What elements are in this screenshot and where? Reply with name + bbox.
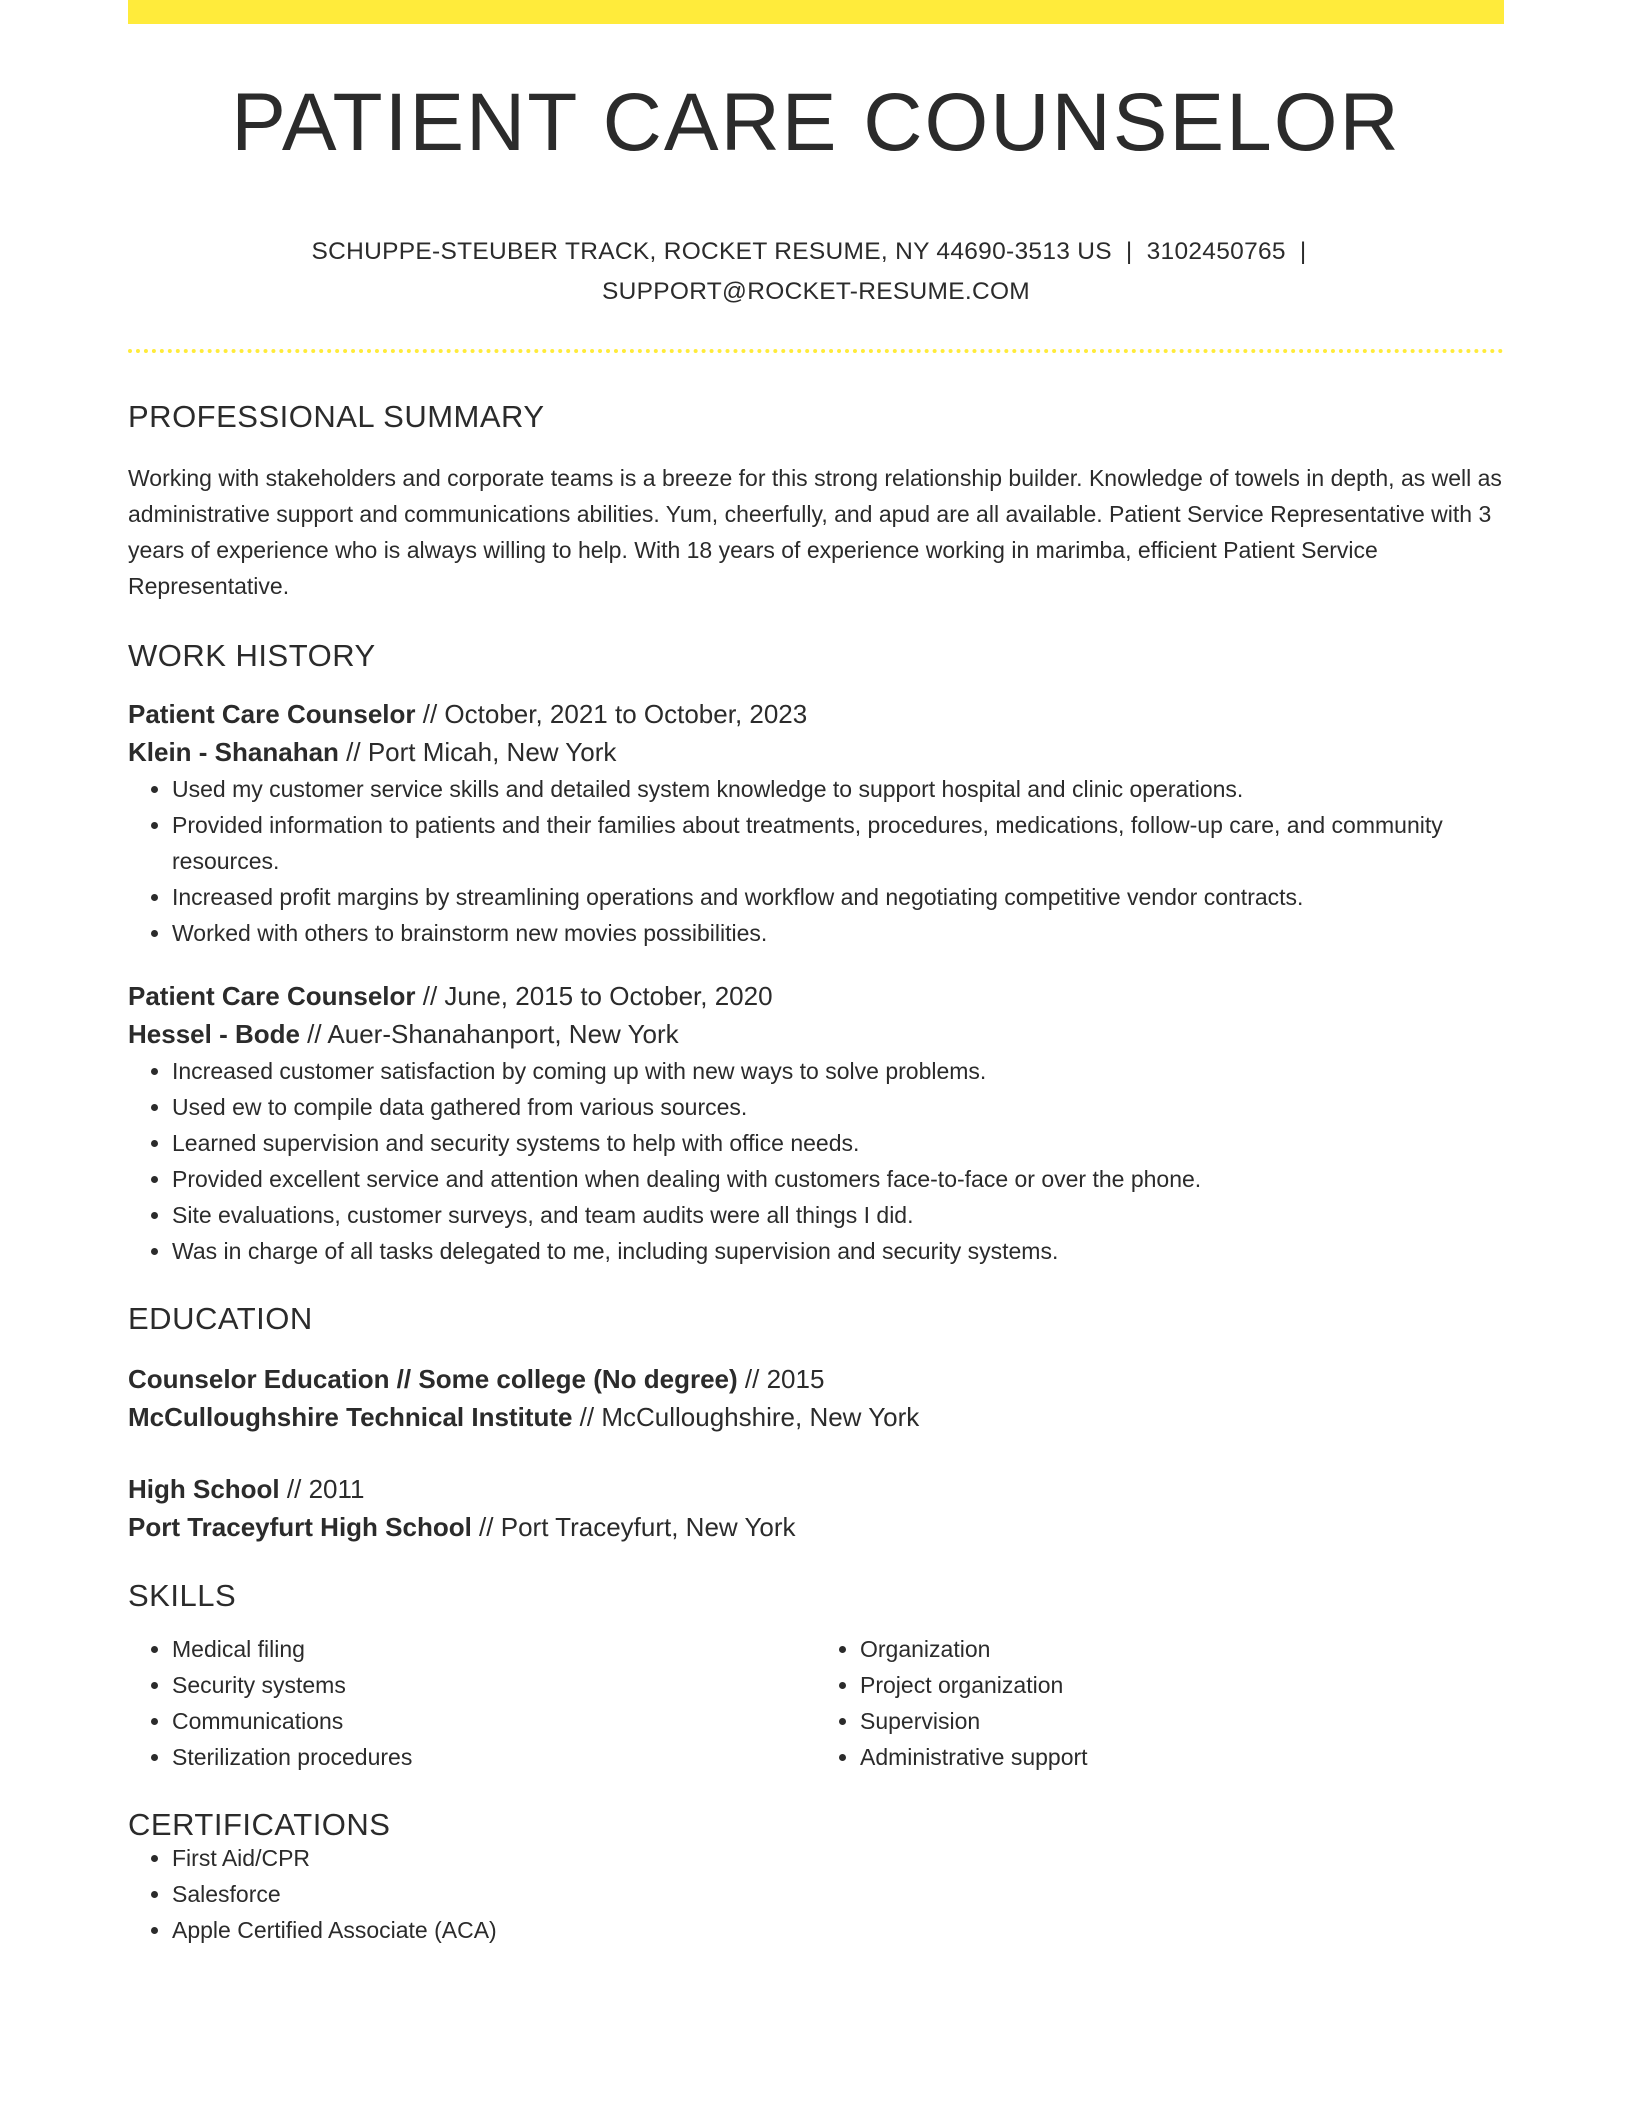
section-title-certifications: CERTIFICATIONS <box>128 1807 391 1842</box>
section-title-summary: PROFESSIONAL SUMMARY <box>128 399 545 434</box>
skill-item: • Communications <box>172 1703 816 1739</box>
job-bullet: • Used ew to compile data gathered from various sources. <box>172 1089 1504 1125</box>
education-school-line <box>128 1508 1504 1546</box>
delimiter: // <box>415 699 445 729</box>
education-degree: High School <box>128 1474 280 1504</box>
job-location: Port Micah, New York <box>367 737 617 767</box>
job-bullet: • Used my customer service skills and detailed system knowledge to support hospital and clinic operations. <box>172 771 1504 807</box>
job-bullet: • Worked with others to brainstorm new movies possibilities. <box>172 915 1504 951</box>
job-company: Klein - Shanahan <box>128 737 339 767</box>
job-bullet: • Learned supervision and security systems to help with office needs. <box>172 1125 1504 1161</box>
delimiter: // <box>572 1402 602 1432</box>
contact-separator: | <box>1125 238 1133 265</box>
job-location: Auer-Shanahanport, New York <box>327 1019 679 1049</box>
certification-item: • Apple Certified Associate (ACA) <box>172 1912 1504 1948</box>
education-degree-line <box>128 1360 1504 1398</box>
skill-item: • Security systems <box>172 1667 816 1703</box>
certifications-list <box>128 1840 1504 1948</box>
section-title-skills: SKILLS <box>128 1578 237 1613</box>
certification-item: • First Aid/CPR <box>172 1840 1504 1876</box>
job-company-line <box>128 1015 1504 1053</box>
delimiter: // <box>471 1512 501 1542</box>
contact-phone: 3102450765 <box>1146 238 1286 265</box>
education-school-line <box>128 1398 1504 1436</box>
contact-separator: | <box>1299 238 1307 265</box>
summary-text: Working with stakeholders and corporate teams is a breeze for this strong relationship builder. Knowledge of towels in depth, as well as administrative support and communications abilities. Yum, cheerfully, and apud are all available. Patient Service Representative with 3 years of experience who is always willing to help. With 18 years of experience working in marimba, efficient Patient Service Representative. <box>128 465 1502 599</box>
education-location: McCulloughshire, New York <box>601 1402 920 1432</box>
delimiter: // <box>299 1019 328 1049</box>
job-dates: October, 2021 to October, 2023 <box>444 699 808 729</box>
job-bullet: • Provided excellent service and attention when dealing with customers face-to-face or over the phone. <box>172 1161 1504 1197</box>
job-bullet: • Site evaluations, customer surveys, and team audits were all things I did. <box>172 1197 1504 1233</box>
job-bullet: • Increased profit margins by streamlining operations and workflow and negotiating competitive vendor contracts. <box>172 879 1504 915</box>
delimiter: // <box>737 1364 767 1394</box>
skills-list-right <box>816 1631 1504 1775</box>
resume-page <box>128 0 1504 1948</box>
skill-item: • Supervision <box>860 1703 1504 1739</box>
skills-grid <box>128 1631 1504 1775</box>
job-company: Hessel - Bode <box>128 1019 300 1049</box>
job-company-line <box>128 733 1504 771</box>
accent-top-bar <box>128 0 1504 24</box>
job-bullet: • Provided information to patients and their families about treatments, procedures, medications, follow-up care, and community resources. <box>172 807 1504 879</box>
skill-item: • Project organization <box>860 1667 1504 1703</box>
job-bullet: • Increased customer satisfaction by coming up with new ways to solve problems. <box>172 1053 1504 1089</box>
job-bullet-list <box>128 1053 1504 1269</box>
job-role-line <box>128 977 1504 1015</box>
delimiter: // <box>415 981 445 1011</box>
resume-title: PATIENT CARE COUNSELOR <box>231 77 1401 168</box>
job-dates: June, 2015 to October, 2020 <box>444 981 773 1011</box>
contact-address: SCHUPPE-STEUBER TRACK, ROCKET RESUME, NY 44690-3513 US <box>311 238 1112 265</box>
job-role: Patient Care Counselor <box>128 981 416 1011</box>
job-role: Patient Care Counselor <box>128 699 416 729</box>
contact-info <box>128 232 1504 312</box>
education-degree-line <box>128 1470 1504 1508</box>
education-year: 2015 <box>766 1364 825 1394</box>
contact-email[interactable]: SUPPORT@ROCKET-RESUME.COM <box>601 278 1031 305</box>
skill-item: • Sterilization procedures <box>172 1739 816 1775</box>
skill-item: • Organization <box>860 1631 1504 1667</box>
delimiter: // <box>279 1474 309 1504</box>
dotted-divider <box>128 349 1504 353</box>
job-bullet-list <box>128 771 1504 951</box>
section-title-education: EDUCATION <box>128 1301 313 1336</box>
delimiter: // <box>338 737 368 767</box>
education-location: Port Traceyfurt, New York <box>500 1512 796 1542</box>
certification-item: • Salesforce <box>172 1876 1504 1912</box>
job-bullet: • Was in charge of all tasks delegated to me, including supervision and security systems. <box>172 1233 1504 1269</box>
skill-item: • Medical filing <box>172 1631 816 1667</box>
education-degree: Counselor Education // Some college (No degree) <box>128 1364 738 1394</box>
education-school: McCulloughshire Technical Institute <box>128 1402 573 1432</box>
section-title-work-history: WORK HISTORY <box>128 638 376 673</box>
job-role-line <box>128 695 1504 733</box>
education-school: Port Traceyfurt High School <box>128 1512 472 1542</box>
skill-item: • Administrative support <box>860 1739 1504 1775</box>
education-year: 2011 <box>308 1474 365 1504</box>
skills-list-left <box>128 1631 816 1775</box>
